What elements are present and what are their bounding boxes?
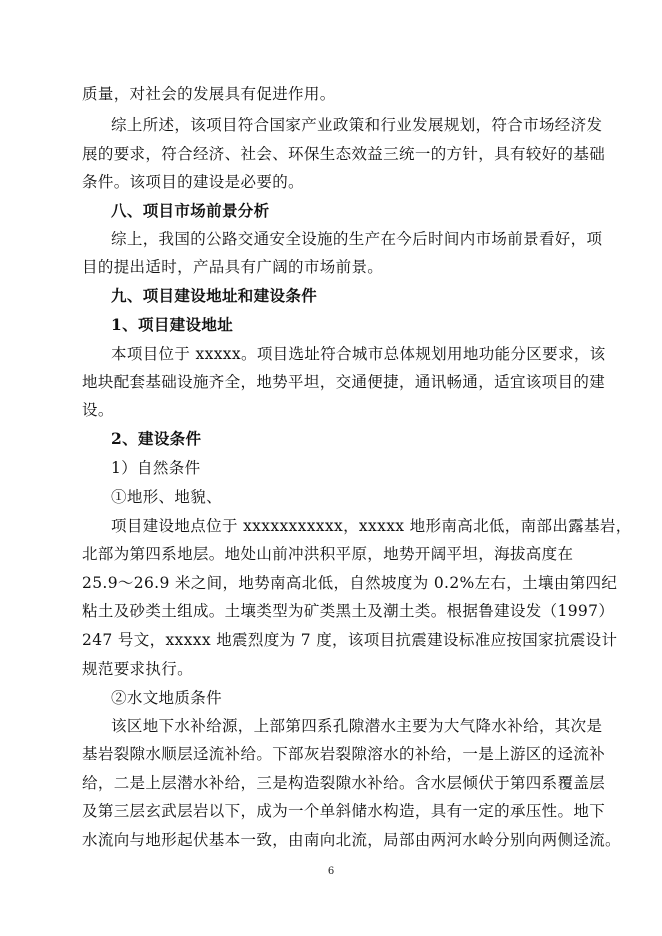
paragraph-line: 综上，我国的公路交通安全设施的生产在今后时间内市场前景看好，项 <box>111 230 603 248</box>
paragraph-line: 北部为第四系地层。地处山前冲洪积平原，地势开阔平坦，海拔高度在 <box>82 545 574 563</box>
paragraph-line: 水流向与地形起伏基本一致，由南向北流，局部由两河水岭分别向两侧迳流。 <box>82 831 621 849</box>
paragraph-line: 1）自然条件 <box>111 459 201 477</box>
paragraph-line: 及第三层玄武层岩以下，成为一个单斜储水构造，具有一定的承压性。地下 <box>82 802 606 820</box>
subsection-heading: 1、项目建设地址 <box>111 315 234 334</box>
paragraph-line: 项目建设地点位于 xxxxxxxxxxx，xxxxx 地形南高北低，南部出露基岩， <box>111 517 632 535</box>
paragraph-line: 粘土及砂类土组成。土壤类型为矿类黑土及潮土类。根据鲁建设发（1997） <box>82 602 615 620</box>
paragraph-line: 设。 <box>82 401 114 419</box>
paragraph-line: 247 号文，xxxxx 地震烈度为 7 度，该项目抗震建设标准应按国家抗震设计 <box>82 631 618 649</box>
section-heading: 九、项目建设地址和建设条件 <box>111 286 318 305</box>
paragraph-line: ②水文地质条件 <box>111 689 222 707</box>
paragraph-line: 地块配套基础设施齐全，地势平坦，交通便捷，通讯畅通，适宜该项目的建 <box>82 373 606 391</box>
paragraph-line: 条件。该项目的建设是必要的。 <box>82 173 304 191</box>
paragraph-line: 综上所述，该项目符合国家产业政策和行业发展规划，符合市场经济发 <box>111 116 603 134</box>
paragraph-line: 展的要求，符合经济、社会、环保生态效益三统一的方针，具有较好的基础 <box>82 145 606 163</box>
paragraph-line: 本项目位于 xxxxx。项目选址符合城市总体规划用地功能分区要求，该 <box>111 345 606 363</box>
page-number: 6 <box>327 866 335 877</box>
paragraph-line: 规范要求执行。 <box>82 660 193 678</box>
paragraph-line: 25.9～26.9 米之间，地势南高北低，自然坡度为 0.2%左右，土壤由第四纪 <box>82 574 618 592</box>
paragraph-line: ①地形、地貌、 <box>111 488 222 506</box>
paragraph-line: 目的提出适时，产品具有广阔的市场前景。 <box>82 258 384 276</box>
paragraph-line: 给，二是上层潜水补给，三是构造裂隙水补给。含水层倾伏于第四系覆盖层 <box>82 774 606 792</box>
paragraph-line: 基岩裂隙水顺层迳流补给。下部灰岩裂隙溶水的补给，一是上游区的迳流补 <box>82 745 606 763</box>
section-heading: 八、项目市场前景分析 <box>111 201 270 220</box>
paragraph-line: 该区地下水补给源，上部第四系孔隙潜水主要为大气降水补给，其次是 <box>111 717 603 735</box>
subsection-heading: 2、建设条件 <box>111 429 202 448</box>
paragraph-line: 质量，对社会的发展具有促进作用。 <box>82 85 336 103</box>
